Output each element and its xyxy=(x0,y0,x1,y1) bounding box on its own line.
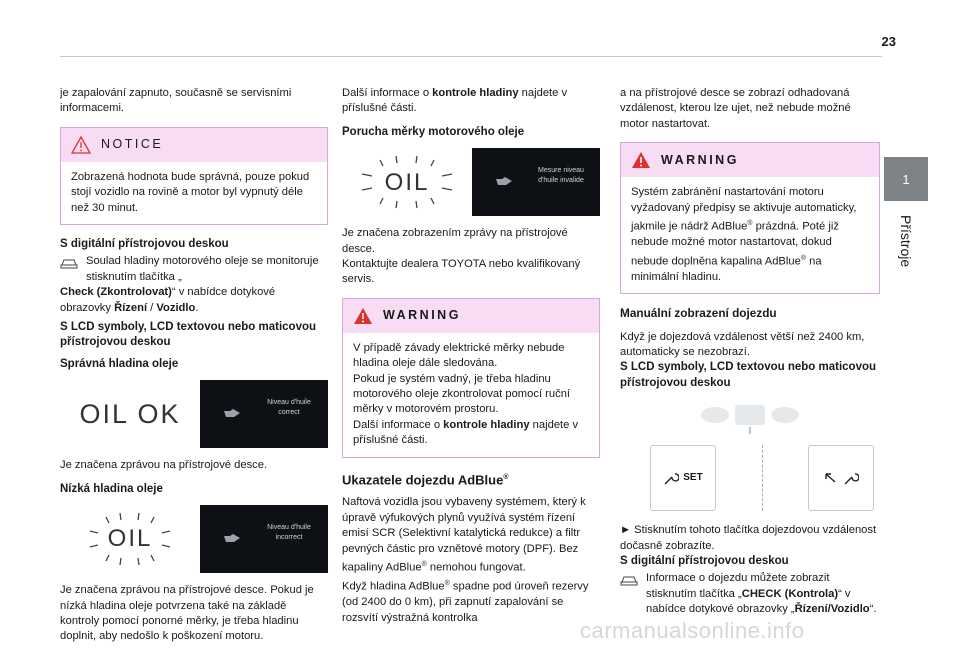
warning-body: Systém zabránění nastartování motoru vyžadovaný předpisy se aktivuje automaticky, jakmile je nádrž AdBlue® prázdná. Poté již nebude možné motor nastartovat, dokud nebude doplněna kapalina AdBlue® na minimální hladinu. xyxy=(631,186,857,283)
warning-box-1 xyxy=(342,298,600,458)
column-1: je zapalování zapnuto, současně se servisními informacemi. NOTICE Zobrazená hodnota bude správná, pouze pokud stojí vozidlo na rovině a motor byl vypnutý déle než 30 minut. S digitální přístrojovou deskou Soulad hladiny motorového oleje se monitoruje stisknutím tlačítka „ Check (Zkontrolovat)“ v nabídce dotykové obrazovky Řízení / Vozidlo. S LCD symboly, LCD textovou nebo maticovou přístrojovou deskou Správná hladina oleje OIL OK Niveau d'huile correct Je značena zprávou na přístrojové desce. Nízká hladina oleje OIL Niveau d'huile incorrect Je značena zprávou na přístrojové desce. Pokud je nízká hladina oleje potvrzena také na základě kontroly pomocí ponorné měrky, je třeba hladinu doplnit, aby nedošlo k poškození motoru. xyxy=(60,86,328,649)
oil-can-icon xyxy=(494,176,514,186)
oil-can-icon xyxy=(222,533,242,543)
manual-heading: Manuální zobrazení dojezdu xyxy=(620,306,777,321)
warning-header xyxy=(343,299,599,333)
notice-header xyxy=(61,128,327,162)
press-text: ► Stisknutím tohoto tlačítka dojezdovou vzdálenost dočasně zobrazíte. xyxy=(620,524,877,552)
oil-fault-display: OIL xyxy=(384,168,430,196)
oil-low-display: OIL xyxy=(107,525,153,553)
warning-triangle-icon xyxy=(71,136,91,154)
lcd-heading-2: S LCD symboly, LCD textovou nebo maticovou přístrojovou deskou xyxy=(620,361,877,389)
digital-paragraph: Soulad hladiny motorového oleje se monitoruje stisknutím tlačítka „ xyxy=(60,254,328,285)
correct-level-heading: Správná hladina oleje xyxy=(60,357,179,370)
wrench-icon xyxy=(843,470,859,486)
oil-can-icon xyxy=(222,408,242,418)
return-arrow-icon xyxy=(823,470,839,486)
warning-title: WARNING xyxy=(383,308,461,323)
car-check-icon xyxy=(620,571,642,617)
more-info-text: Další informace o kontrole hladiny najdete v příslušné části. xyxy=(342,87,568,115)
chapter-label: Přístroje xyxy=(898,215,914,268)
digital-paragraph-2: Informace o dojezdu můžete zobrazit stisknutím tlačítka „CHECK (Kontrola)“ v nabídce dotykové obrazovky „Řízení/Vozidlo“. xyxy=(620,571,880,617)
warning-triangle-icon xyxy=(631,151,651,169)
oil-ok-display: OIL OK xyxy=(79,398,181,429)
digital-heading-2: S digitální přístrojovou deskou xyxy=(620,554,789,567)
warning-body: V případě závady elektrické měrky nebude hladina oleje dále sledována. Pokud je systém vadný, je třeba hladinu motorového oleje zkontrolovat pomocí ruční měrky v motorovém prostoru. Další informace o kontrole hladiny najdete v příslušné části. xyxy=(353,341,579,447)
top-divider xyxy=(60,56,882,57)
col3-intro: a na přístrojové desce se zobrazí odhadovaná vzdálenost, kterou lze ujet, než nebude možné motor nastartovat. xyxy=(620,87,851,130)
panel1-message: Niveau d'huile correct xyxy=(267,399,311,417)
digital-heading: S digitální přístrojovou deskou xyxy=(60,238,229,251)
adblue-body: Naftová vozidla jsou vybaveny systémem, který k úpravě výfukových plynů využívá systém řízení emisí SCR (Selektivní katalytická redukce) a filtr pevných částic pro vznětové motory (DPF). Bez kapaliny AdBlue® nemohou fungovat. Když hladina AdBlue® spadne pod úroveň rezervy (od 2400 do 0 km), při zapnutí zapalování se rozsvítí výstražná kontrolka xyxy=(342,496,589,624)
steering-wheel-icon xyxy=(695,399,805,435)
wrench-icon xyxy=(663,470,679,486)
return-wrench-button[interactable] xyxy=(808,445,874,511)
button-separator xyxy=(762,445,763,511)
correct-caption: Je značena zprávou na přístrojové desce. xyxy=(60,459,268,472)
chapter-tab: 1 xyxy=(884,157,928,201)
panel2-message: Niveau d'huile incorrect xyxy=(267,524,311,542)
panel3-message: Mesure niveau d'huile invalide xyxy=(538,167,584,185)
oil-ok-panel xyxy=(60,380,328,448)
low-level-heading: Nízká hladina oleje xyxy=(60,482,163,495)
set-button[interactable] xyxy=(650,445,716,511)
warning-triangle-icon xyxy=(353,307,373,325)
check-button-ref: Check (Zkontrolovat) xyxy=(60,286,172,299)
manual-body: Když je dojezdová vzdálenost větší než 2400 km, automaticky se nezobrazí. xyxy=(620,330,865,358)
button-row xyxy=(650,445,874,511)
notice-body: Zobrazená hodnota bude správná, pouze pokud stojí vozidlo na rovině a motor byl vypnutý déle než 30 minut. xyxy=(71,170,310,214)
oil-fault-panel xyxy=(342,148,600,216)
watermark: carmanualsonline.info xyxy=(580,618,805,643)
set-label: SET xyxy=(683,472,703,484)
notice-title: NOTICE xyxy=(101,137,164,152)
adblue-heading: Ukazatele dojezdu AdBlue® xyxy=(342,472,509,488)
col1-intro: je zapalování zapnuto, současně se servisními informacemi. xyxy=(60,87,292,115)
column-2 xyxy=(342,86,600,634)
warning-header xyxy=(621,143,879,177)
lcd-heading: S LCD symboly, LCD textovou nebo maticovou přístrojovou deskou xyxy=(60,321,317,349)
warning-box-2 xyxy=(620,142,880,294)
low-caption: Je značena zprávou na přístrojové desce. Pokud je nízká hladina oleje potvrzena také na základě kontroly pomocí ponorné měrky, je třeba hladinu doplnit, aby nedošlo k poškození motoru. xyxy=(60,584,314,643)
notice-box xyxy=(60,127,328,225)
warning-title: WARNING xyxy=(661,152,739,167)
steering-wheel-illustration xyxy=(620,397,880,437)
fault-caption: Je značena zobrazením zprávy na přístrojové desce. Kontaktujte dealera TOYOTA nebo kvalifikovaný servis. xyxy=(342,227,581,286)
page-number: 23 xyxy=(881,34,896,49)
column-3 xyxy=(620,86,880,618)
fault-heading: Porucha měrky motorového oleje xyxy=(342,125,525,138)
oil-low-panel xyxy=(60,505,328,573)
car-check-icon xyxy=(60,254,82,285)
